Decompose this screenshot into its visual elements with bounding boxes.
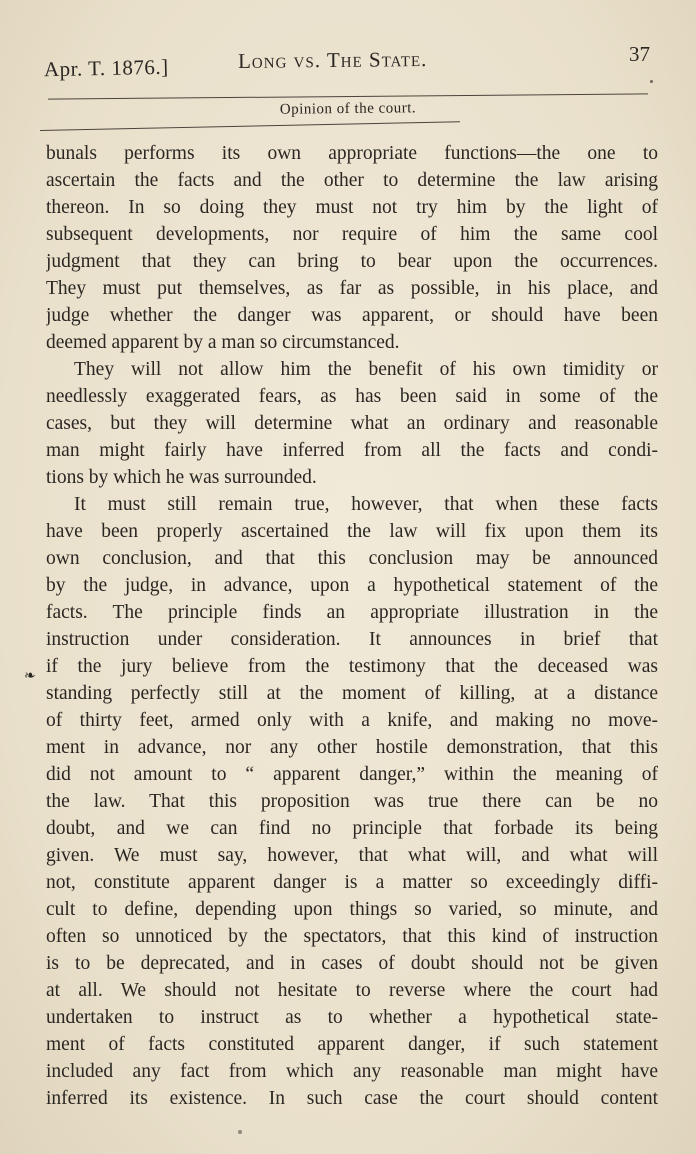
text-line: judge whether the danger was apparent, or should have been bbox=[46, 305, 658, 326]
text-line: the law. That this proposition was true there can be no bbox=[46, 791, 658, 812]
page-number: 37 bbox=[629, 42, 650, 66]
opinion-text bbox=[46, 140, 658, 1112]
text-line: judgment that they can bring to bear upon the occurrences. bbox=[46, 251, 658, 272]
text-line: man might fairly have inferred from all the facts and condi- bbox=[46, 440, 658, 461]
section-subheading: Opinion of the court. bbox=[279, 100, 417, 118]
text-line: They must put themselves, as far as possible, in his place, and bbox=[46, 278, 658, 299]
text-line: by the judge, in advance, upon a hypothetical statement of the bbox=[46, 575, 658, 596]
margin-mark-icon: ❧ bbox=[24, 669, 36, 684]
text-line: instruction under consideration. It announces in brief that bbox=[46, 629, 658, 650]
case-title: Long vs. The State. bbox=[237, 47, 428, 73]
text-line: at all. We should not hesitate to reverse where the court had bbox=[46, 980, 658, 1001]
text-line: have been properly ascertained the law will fix upon them its bbox=[46, 521, 658, 542]
text-line: tions by which he was surrounded. bbox=[46, 467, 317, 488]
text-line: if the jury believe from the testimony that the deceased was bbox=[46, 656, 658, 677]
text-line: did not amount to “ apparent danger,” within the meaning of bbox=[46, 764, 658, 785]
text-line: They will not allow him the benefit of his own timidity or bbox=[74, 359, 658, 380]
text-line: thereon. In so doing they must not try him by the light of bbox=[46, 197, 658, 218]
term-date: Apr. T. 1876.] bbox=[43, 54, 169, 82]
text-line: is to be deprecated, and in cases of doubt should not be given bbox=[46, 953, 658, 974]
paper-speck bbox=[238, 1130, 242, 1134]
text-line: cult to define, depending upon things so varied, so minute, and bbox=[46, 899, 658, 920]
text-line: undertaken to instruct as to whether a hypothetical state- bbox=[46, 1007, 658, 1028]
subheading-rule bbox=[40, 121, 460, 131]
text-line: ment in advance, nor any other hostile demonstration, that this bbox=[46, 737, 658, 758]
text-line: often so unnoticed by the spectators, that this kind of instruction bbox=[46, 926, 658, 947]
text-line: cases, but they will determine what an ordinary and reasonable bbox=[46, 413, 658, 434]
text-line: standing perfectly still at the moment of killing, at a distance bbox=[46, 683, 658, 704]
text-line: needlessly exaggerated fears, as has been said in some of the bbox=[46, 386, 658, 407]
text-line: of thirty feet, armed only with a knife, and making no move- bbox=[46, 710, 658, 731]
text-line: ment of facts constituted apparent danger, if such statement bbox=[46, 1034, 658, 1055]
text-line: own conclusion, and that this conclusion may be announced bbox=[46, 548, 658, 569]
text-line: It must still remain true, however, that when these facts bbox=[74, 494, 658, 515]
text-line: not, constitute apparent danger is a matter so exceedingly diffi- bbox=[46, 872, 658, 893]
text-line: ascertain the facts and the other to determine the law arising bbox=[46, 170, 658, 191]
text-line: facts. The principle finds an appropriate illustration in the bbox=[46, 602, 658, 623]
text-line: included any fact from which any reasonable man might have bbox=[46, 1061, 658, 1082]
text-line: deemed apparent by a man so circumstanced. bbox=[46, 332, 400, 353]
text-line: subsequent developments, nor require of him the same cool bbox=[46, 224, 658, 245]
text-line: inferred its existence. In such case the court should content bbox=[46, 1088, 658, 1109]
running-head bbox=[44, 42, 654, 82]
text-line: bunals performs its own appropriate functions—the one to bbox=[46, 143, 658, 164]
text-line: given. We must say, however, that what will, and what will bbox=[46, 845, 658, 866]
text-line: doubt, and we can find no principle that forbade its being bbox=[46, 818, 658, 839]
ink-speck bbox=[650, 80, 653, 83]
